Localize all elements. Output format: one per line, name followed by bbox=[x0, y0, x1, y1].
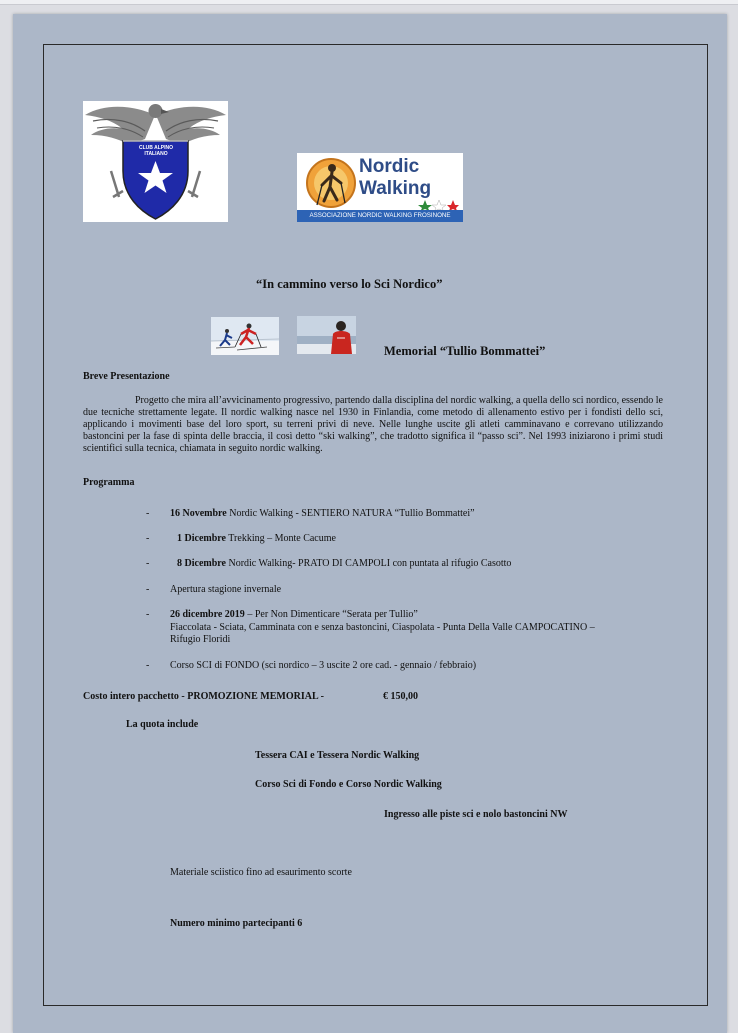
program-item-5 bbox=[170, 609, 418, 621]
program-item-date: 8 Dicembre bbox=[177, 558, 226, 569]
document-title: “In cammino verso lo Sci Nordico” bbox=[256, 277, 443, 291]
quota-item-3: Ingresso alle piste sci e nolo bastoncini NW bbox=[384, 809, 568, 820]
program-item-text: Corso SCI di FONDO (sci nordico – 3 uscite 2 ore cad. - gennaio / febbraio) bbox=[170, 660, 477, 671]
quota-item-1: Tessera CAI e Tessera Nordic Walking bbox=[255, 750, 420, 761]
program-item-text: Apertura stagione invernale bbox=[170, 584, 282, 595]
program-item-text: – Per Non Dimenticare “Serata per Tullio” bbox=[244, 609, 418, 620]
materiale-note: Materiale sciistico fino ad esaurimento scorte bbox=[170, 867, 352, 878]
presentation-heading: Breve Presentazione bbox=[83, 371, 170, 382]
program-dash: - bbox=[146, 584, 150, 595]
program-item-date: 1 Dicembre bbox=[177, 533, 226, 544]
presentation-body bbox=[83, 395, 663, 455]
nw-association-band: ASSOCIAZIONE NORDIC WALKING FROSINONE bbox=[297, 210, 463, 222]
program-dash: - bbox=[146, 508, 150, 519]
eagle-emblem-icon bbox=[83, 101, 228, 222]
costo-price: € 150,00 bbox=[383, 691, 418, 702]
program-item-text: Nordic Walking - SENTIERO NATURA “Tullio Bommattei” bbox=[226, 508, 475, 519]
program-item-4 bbox=[170, 584, 281, 596]
program-dash: - bbox=[146, 533, 150, 544]
nordic-walker-photo bbox=[297, 316, 356, 354]
walker-image bbox=[297, 316, 356, 354]
quota-item-2: Corso Sci di Fondo e Corso Nordic Walking bbox=[255, 779, 442, 790]
partecipanti-note: Numero minimo partecipanti 6 bbox=[170, 918, 303, 929]
program-item-date: 26 dicembre 2019 bbox=[170, 609, 245, 620]
program-item-text: Trekking – Monte Cacume bbox=[225, 533, 336, 544]
program-item-5-line-3: Rifugio Floridi bbox=[170, 634, 231, 645]
program-item-date: 16 Novembre bbox=[170, 508, 227, 519]
program-item-3 bbox=[177, 558, 511, 570]
quota-heading: La quota include bbox=[126, 719, 199, 730]
nordic-walking-logo bbox=[297, 153, 463, 222]
program-item-5-line-2: Fiaccolata - Sciata, Camminata con e senza bastoncini, Ciaspolata - Punta Della Valle CAMPOCATINO – bbox=[170, 622, 595, 633]
program-item-2 bbox=[177, 533, 336, 545]
nw-title-line-2: Walking bbox=[359, 178, 432, 199]
skiers-photo bbox=[211, 317, 279, 355]
program-item-text: Nordic Walking- PRATO DI CAMPOLI con puntata al rifugio Casotto bbox=[225, 558, 512, 569]
memorial-title: Memorial “Tullio Bommattei” bbox=[384, 344, 546, 358]
program-item-6 bbox=[170, 660, 476, 672]
presentation-text: Progetto che mira all’avvicinamento progressivo, partendo dalla disciplina del nordic walking, a quella dello sci nordico, essendo le due tecniche strettamente legate. Il nordic walking nasce nel 1930 in Finlandia, come metodo di allenamento estivo per i fondisti dello sci, applicando i movimenti base del loro sport, su terreni privi di neve. Nelle lunghe uscite gli atleti camminavano e correvano utilizzando bastoncini per la fase di spinta delle braccia, il così detto “ski walking”, che tradotto significa il “passo sci”. Nel 1993 iniziarono i primi studi scientifici sulla tecnica, chiamata in seguito nordic walking. bbox=[83, 395, 663, 454]
nordic-walking-title bbox=[359, 156, 459, 200]
walker-emblem-icon bbox=[297, 153, 359, 210]
viewer-top-bar bbox=[0, 0, 738, 5]
program-dash: - bbox=[146, 609, 150, 620]
costo-label: Costo intero pacchetto - PROMOZIONE MEMORIAL - bbox=[83, 691, 324, 702]
program-dash: - bbox=[146, 558, 150, 569]
programma-heading: Programma bbox=[83, 477, 135, 488]
cai-logo bbox=[83, 101, 228, 222]
nw-title-line-1: Nordic bbox=[359, 156, 420, 177]
program-dash: - bbox=[146, 660, 150, 671]
skiers-image bbox=[211, 317, 279, 355]
cai-logo-text: CLUB ALPINO ITALIANO bbox=[139, 145, 173, 157]
program-item-1 bbox=[170, 508, 475, 520]
